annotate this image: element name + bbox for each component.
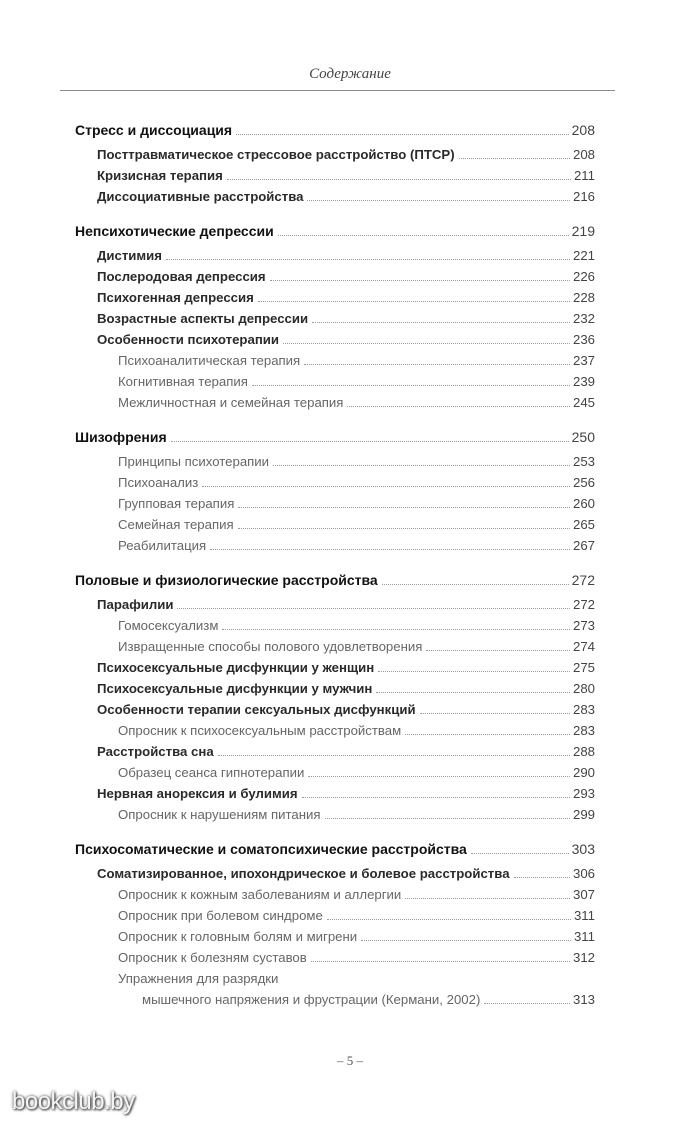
toc-entry[interactable] [75,350,595,371]
toc-title: Опросник при болевом синдроме [118,908,323,923]
dot-leader [426,650,570,651]
toc-subsection[interactable] [75,741,595,762]
toc-section-heading[interactable] [75,425,595,449]
dot-leader [376,692,570,693]
toc-page-number: 267 [572,538,595,553]
toc-entry[interactable] [75,514,595,535]
toc-title: Стресс и диссоциация [75,122,233,138]
toc-title: Когнитивная терапия [118,374,248,389]
toc-subsection[interactable] [75,699,595,720]
toc-page-number: 290 [572,765,595,780]
toc-page-number: 260 [572,496,595,511]
dot-leader [222,629,570,630]
toc-page-number: 232 [572,311,595,326]
dot-leader [327,919,571,920]
dot-leader [484,1003,570,1004]
toc-page-number: 256 [572,475,595,490]
toc-page-number: 211 [573,168,595,183]
toc-title: Посттравматическое стрессовое расстройство (ПТСР) [97,147,455,162]
toc-page-number: 312 [572,950,595,965]
dot-leader [210,549,570,550]
dot-leader [238,528,570,529]
toc-subsection[interactable] [75,245,595,266]
dot-leader [459,158,570,159]
dot-leader [302,797,570,798]
toc-entry[interactable] [75,905,595,926]
toc-page-number: 226 [572,269,595,284]
dot-leader [420,713,570,714]
toc-page-number: 272 [571,572,595,588]
toc-title: Психосексуальные дисфункции у мужчин [97,681,373,696]
page-number: – 5 – [337,1053,363,1068]
toc-title: Групповая терапия [118,496,235,511]
toc-title: Гомосексуализм [118,618,219,633]
toc-subsection[interactable] [75,144,595,165]
toc-entry[interactable] [75,804,595,825]
dot-leader [258,301,570,302]
toc-section [75,425,595,556]
dot-leader [171,441,569,442]
toc-page-number: 306 [572,866,595,881]
dot-leader [312,322,570,323]
dot-leader [252,385,570,386]
toc-entry[interactable] [75,392,595,413]
toc-entry[interactable] [75,451,595,472]
dot-leader [471,853,569,854]
toc-title: Образец сеанса гипнотерапии [118,765,305,780]
toc-title: Психоаналитическая терапия [118,353,301,368]
toc-page-number: 313 [572,992,595,1007]
toc-page-number: 299 [572,807,595,822]
toc-title: Опросник к головным болям и мигрени [118,929,358,944]
toc-entry[interactable] [75,472,595,493]
toc-title: Диссоциативные расстройства [97,189,304,204]
toc-entry[interactable] [75,615,595,636]
toc-entry[interactable] [75,884,595,905]
dot-leader [378,671,570,672]
toc-subsection[interactable] [75,266,595,287]
toc-page-number: 265 [572,517,595,532]
toc-page-number: 245 [572,395,595,410]
dot-leader [311,961,570,962]
toc-title: Опросник к нарушениям питания [118,807,321,822]
toc-page-number: 280 [572,681,595,696]
toc-title: Реабилитация [118,538,207,553]
dot-leader [361,940,571,941]
toc-title: Соматизированное, ипохондрическое и болевое расстройства [97,866,510,881]
toc-entry[interactable] [75,720,595,741]
toc-entry[interactable] [75,762,595,783]
toc-title: Психогенная депрессия [97,290,254,305]
dot-leader [325,818,570,819]
toc-page-number: 275 [572,660,595,675]
toc-subsection[interactable] [75,287,595,308]
toc-page-number: 303 [571,841,595,857]
toc-page-number: 228 [572,290,595,305]
toc-page-number: 311 [573,908,595,923]
toc-title: Половые и физиологические расстройства [75,572,378,588]
toc-title: Психоанализ [118,475,199,490]
running-head-title: Содержание [309,66,391,82]
toc-subsection[interactable] [75,308,595,329]
toc-section-heading[interactable] [75,219,595,243]
toc-page-number: 311 [573,929,595,944]
toc-page-number: 250 [571,429,595,445]
toc-title: Шизофрения [75,429,167,445]
toc-page-number: 219 [571,223,595,239]
dot-leader [405,898,570,899]
toc-section [75,118,595,207]
toc-title: Возрастные аспекты депрессии [97,311,309,326]
toc-section [75,568,595,825]
dot-leader [202,486,570,487]
toc-entry[interactable] [75,926,595,947]
toc-subsection[interactable] [75,165,595,186]
toc-title: Дистимия [97,248,162,263]
toc-entry[interactable] [75,636,595,657]
dot-leader [177,608,570,609]
dot-leader [347,406,570,407]
toc-page-number: 283 [572,702,595,717]
toc-title: мышечного напряжения и фрустрации (Кермани, 2002) [142,992,481,1007]
toc-page-number: 216 [572,189,595,204]
dot-leader [514,877,570,878]
toc-entry[interactable] [75,989,595,1010]
toc-entry[interactable] [75,947,595,968]
toc-title: Особенности терапии сексуальных дисфункций [97,702,416,717]
toc-title: Опросник к болезням суставов [118,950,307,965]
toc-title: Непсихотические депрессии [75,223,274,239]
toc-page-number: 253 [572,454,595,469]
toc-subsection[interactable] [75,657,595,678]
toc-page-number: 236 [572,332,595,347]
toc-subsection[interactable] [75,186,595,207]
toc-section [75,219,595,413]
dot-leader [236,134,569,135]
toc-section-heading[interactable] [75,837,595,861]
toc-subsection[interactable] [75,783,595,804]
toc-page-number: 307 [572,887,595,902]
dot-leader [304,364,570,365]
toc-title: Извращенные способы полового удовлетворения [118,639,423,654]
toc-title: Межличностная и семейная терапия [118,395,344,410]
toc-title: Семейная терапия [118,517,234,532]
toc-title: Психосоматические и соматопсихические расстройства [75,841,467,857]
toc-entry-title-line[interactable]: Упражнения для разрядки [118,971,279,986]
toc-subsection[interactable] [75,594,595,615]
dot-leader [382,584,569,585]
table-of-contents [75,118,595,1022]
toc-entry[interactable] [75,493,595,514]
header-rule [60,90,615,91]
dot-leader [227,179,571,180]
toc-page-number: 288 [572,744,595,759]
dot-leader [218,755,570,756]
toc-section [75,837,595,1010]
toc-page-number: 208 [571,122,595,138]
dot-leader [238,507,570,508]
toc-section-heading[interactable] [75,118,595,142]
toc-subsection[interactable] [75,329,595,350]
toc-page-number: 273 [572,618,595,633]
toc-title: Расстройства сна [97,744,214,759]
toc-title: Послеродовая депрессия [97,269,266,284]
toc-page-number: 208 [572,147,595,162]
toc-entry[interactable] [75,535,595,556]
toc-title: Психосексуальные дисфункции у женщин [97,660,375,675]
dot-leader [283,343,570,344]
toc-page-number: 237 [572,353,595,368]
toc-page-number: 293 [572,786,595,801]
watermark-logo: bookclub.by [12,1088,135,1115]
dot-leader [405,734,570,735]
toc-page-number: 283 [572,723,595,738]
toc-section-heading[interactable] [75,568,595,592]
toc-title: Кризисная терапия [97,168,223,183]
toc-subsection[interactable] [75,863,595,884]
dot-leader [273,465,570,466]
toc-page-number: 274 [572,639,595,654]
dot-leader [307,200,570,201]
toc-title: Парафилии [97,597,174,612]
dot-leader [308,776,570,777]
toc-page-number: 221 [572,248,595,263]
toc-title: Опросник к психосексуальным расстройствам [118,723,402,738]
dot-leader [270,280,570,281]
dot-leader [166,259,570,260]
dot-leader [278,235,569,236]
toc-entry[interactable] [75,371,595,392]
toc-title: Нервная анорексия и булимия [97,786,298,801]
toc-subsection[interactable] [75,678,595,699]
toc-page-number: 239 [572,374,595,389]
toc-page-number: 272 [572,597,595,612]
toc-title: Опросник к кожным заболеваниям и аллергии [118,887,402,902]
toc-title: Принципы психотерапии [118,454,270,469]
toc-title: Особенности психотерапии [97,332,280,347]
